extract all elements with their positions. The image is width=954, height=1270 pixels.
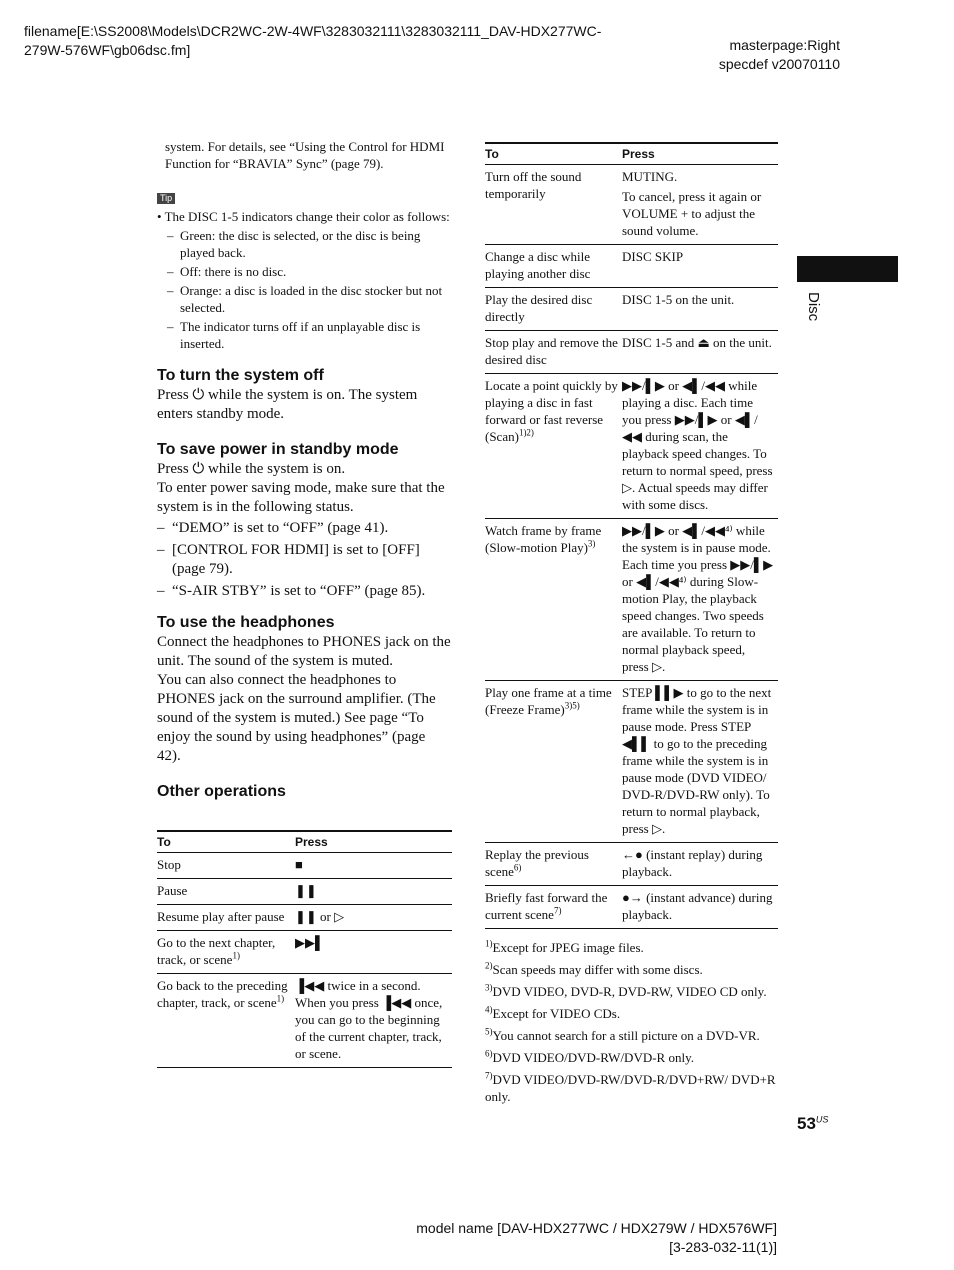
left-column bbox=[157, 138, 452, 1068]
headphones-text1: Connect the headphones to PHONES jack on the unit. The sound of the system is muted. bbox=[157, 634, 451, 669]
footnote-text: DVD VIDEO/DVD-RW/DVD-R only. bbox=[492, 1050, 694, 1065]
list-item: – Green: the disc is selected, or the disc is being played back. bbox=[167, 228, 421, 260]
page-number-value: 53 bbox=[797, 1114, 816, 1133]
disc-operations-table bbox=[485, 142, 778, 929]
table-row bbox=[485, 288, 778, 331]
tip-item-1: Off: there is no disc. bbox=[180, 264, 287, 279]
footnote-num: 7) bbox=[485, 1070, 493, 1081]
footnote-num: 3) bbox=[485, 982, 493, 993]
page-suffix: US bbox=[815, 1114, 829, 1125]
off-text: Press ⏻ while the system is on. The system enters standby mode. bbox=[157, 387, 418, 422]
intro-text bbox=[157, 138, 452, 172]
table-row bbox=[485, 843, 778, 886]
side-tab-label: Disc bbox=[805, 292, 822, 322]
cell-to bbox=[157, 974, 295, 1068]
cell-press-line1: MUTING. bbox=[622, 169, 678, 184]
table-row bbox=[485, 245, 778, 288]
footnote-ref: 6) bbox=[513, 862, 522, 873]
table-row bbox=[485, 886, 778, 929]
footnote bbox=[485, 961, 778, 978]
table-row bbox=[485, 374, 778, 519]
filename-header bbox=[24, 22, 644, 60]
list-item: – Orange: a disc is loaded in the disc stocker but not selected. bbox=[167, 283, 443, 315]
footer bbox=[380, 1219, 777, 1257]
section-heading-headphones: To use the headphones bbox=[157, 614, 335, 631]
footnotes bbox=[485, 939, 778, 1105]
cell-press: DISC SKIP bbox=[622, 249, 684, 264]
tip-bullet: • The DISC 1-5 indicators change their color as follows: bbox=[157, 209, 450, 224]
cell-press bbox=[622, 165, 778, 245]
cell-to-text: Locate a point quickly by playing a disc in fast forward or fast reverse (Scan) bbox=[485, 378, 618, 444]
cell-to bbox=[157, 931, 295, 974]
cell-press-line2: To cancel, press it again or VOLUME + to adjust the sound volume. bbox=[622, 189, 762, 238]
footnote-num: 1) bbox=[485, 938, 493, 949]
filename-line1: filename[E:\SS2008\Models\DCR2WC-2W-4WF\3283032111\3283032111_DAV-HDX277WC- bbox=[24, 23, 602, 39]
section-heading-other: Other operations bbox=[157, 783, 286, 800]
cell-to-text: Watch frame by frame (Slow-motion Play) bbox=[485, 523, 602, 555]
table-row bbox=[157, 879, 452, 905]
cell-press-line1: ▐◀◀ twice in a second. bbox=[295, 978, 421, 993]
tip-label: Tip bbox=[157, 193, 175, 204]
col-header-press: Press bbox=[622, 147, 655, 161]
cell-to-text: Go back to the preceding chapter, track, or scene bbox=[157, 978, 288, 1010]
footnote-num: 2) bbox=[485, 960, 493, 971]
footnote-text: Except for VIDEO CDs. bbox=[492, 1006, 621, 1021]
side-tab-bar bbox=[797, 256, 898, 282]
footnote-ref: 3) bbox=[587, 538, 596, 549]
cell-to: Change a disc while playing another disc bbox=[485, 249, 591, 281]
footnote-ref: 1) bbox=[276, 993, 285, 1004]
footnote bbox=[485, 939, 778, 956]
table-header-row bbox=[485, 143, 778, 165]
other-operations-table bbox=[157, 830, 452, 1068]
cell-press: DISC 1-5 and ⏏ on the unit. bbox=[622, 335, 772, 350]
footnote-text: DVD VIDEO, DVD-R, DVD-RW, VIDEO CD only. bbox=[492, 984, 767, 999]
cell-to: Turn off the sound temporarily bbox=[485, 169, 582, 201]
intro-line2: Function for “BRAVIA” Sync” (page 79). bbox=[165, 156, 384, 171]
cell-press: ▶▶▌ bbox=[295, 935, 325, 950]
save-item-0: “DEMO” is set to “OFF” (page 41). bbox=[172, 520, 389, 536]
col-header-to: To bbox=[157, 835, 171, 849]
right-column bbox=[485, 142, 778, 1110]
cell-to-text: Play one frame at a time (Freeze Frame) bbox=[485, 685, 612, 717]
list-item: – “S-AIR STBY” is set to “OFF” (page 85). bbox=[157, 583, 426, 599]
footnote bbox=[485, 1071, 778, 1105]
cell-to bbox=[485, 681, 622, 843]
cell-press bbox=[295, 974, 452, 1068]
cell-to-text: Briefly fast forward the current scene bbox=[485, 890, 608, 922]
cell-to: Stop play and remove the desired disc bbox=[485, 335, 618, 367]
filename-line2: 279W-576WF\gb06dsc.fm] bbox=[24, 42, 191, 58]
cell-to bbox=[485, 519, 622, 681]
footnote-num: 4) bbox=[485, 1004, 493, 1015]
list-item: – The indicator turns off if an unplayable disc is inserted. bbox=[167, 319, 421, 351]
table-row bbox=[485, 165, 778, 245]
tip-item-0: Green: the disc is selected, or the disc is being played back. bbox=[180, 228, 421, 260]
masterpage-label: masterpage:Right bbox=[729, 37, 840, 53]
cell-to: Resume play after pause bbox=[157, 909, 285, 924]
cell-to-text: Go to the next chapter, track, or scene bbox=[157, 935, 276, 967]
save-list bbox=[157, 519, 452, 601]
cell-to: Pause bbox=[157, 883, 188, 898]
cell-to-text: Replay the previous scene bbox=[485, 847, 589, 879]
cell-press: ←● (instant replay) during playback. bbox=[622, 847, 763, 879]
footnote-ref: 1) bbox=[232, 950, 240, 961]
footnote bbox=[485, 983, 778, 1000]
footnote-ref: 7) bbox=[553, 905, 562, 916]
intro-line1: system. For details, see “Using the Control for HDMI bbox=[165, 139, 445, 154]
cell-press: DISC 1-5 on the unit. bbox=[622, 292, 735, 307]
section-heading-off: To turn the system off bbox=[157, 367, 324, 384]
cell-press: ●→ (instant advance) during playback. bbox=[622, 890, 773, 922]
footnote-num: 5) bbox=[485, 1026, 493, 1037]
col-header-press: Press bbox=[295, 835, 328, 849]
footnote bbox=[485, 1049, 778, 1066]
cell-press: ❚❚ bbox=[295, 883, 317, 898]
col-header-to: To bbox=[485, 147, 499, 161]
tip-item-2: Orange: a disc is loaded in the disc stocker but not selected. bbox=[180, 283, 443, 315]
cell-to bbox=[485, 843, 622, 886]
cell-to bbox=[485, 374, 622, 519]
cell-to bbox=[485, 886, 622, 929]
save-item-1: [CONTROL FOR HDMI] is set to [OFF] (page 79). bbox=[172, 542, 420, 577]
page-number bbox=[797, 1114, 828, 1134]
footnote-text: DVD VIDEO/DVD-RW/DVD-R/DVD+RW/ DVD+R only. bbox=[485, 1072, 776, 1104]
cell-to: Stop bbox=[157, 857, 181, 872]
save-item-2: “S-AIR STBY” is set to “OFF” (page 85). bbox=[172, 583, 426, 599]
table-row bbox=[157, 974, 452, 1068]
list-item: – Off: there is no disc. bbox=[167, 264, 287, 279]
footer-model: model name [DAV-HDX277WC / HDX279W / HDX576WF] bbox=[416, 1220, 777, 1236]
footnote-text: You cannot search for a still picture on a DVD-VR. bbox=[492, 1028, 760, 1043]
specdef-label: specdef v20070110 bbox=[718, 56, 840, 72]
tip-list bbox=[157, 227, 452, 352]
save-text2: To enter power saving mode, make sure that the system is in the following status. bbox=[157, 480, 445, 515]
cell-press: ■ bbox=[295, 857, 303, 872]
footnote-ref: 1)2) bbox=[518, 427, 534, 438]
footnote bbox=[485, 1027, 778, 1044]
footnote bbox=[485, 1005, 778, 1022]
cell-press: ▶▶/▌▶ or ◀▌/◀◀⁴⁾ while the system is in pause mode. Each time you press ▶▶/▌▶ or ◀▌/◀◀⁴⁾ during Slow-motion Play, the playback speed changes. Two speeds are available. To return to normal playback speed, press ▷. bbox=[622, 523, 774, 674]
masterpage-header bbox=[700, 36, 840, 74]
table-header-row bbox=[157, 831, 452, 853]
table-row bbox=[485, 681, 778, 843]
footer-code: [3-283-032-11(1)] bbox=[669, 1239, 777, 1255]
headphones-text2: You can also connect the headphones to PHONES jack on the surround amplifier. (The sound of the system is muted.) See page “To enjoy the sound by using headphones” (page 42). bbox=[157, 672, 436, 764]
cell-press: ❚❚ or ▷ bbox=[295, 909, 345, 924]
table-row bbox=[485, 331, 778, 374]
section-heading-save: To save power in standby mode bbox=[157, 441, 399, 458]
footnote-text: Except for JPEG image files. bbox=[492, 940, 644, 955]
footnote-text: Scan speeds may differ with some discs. bbox=[492, 962, 703, 977]
list-item: – [CONTROL FOR HDMI] is set to [OFF] (page 79). bbox=[157, 542, 420, 577]
footnote-num: 6) bbox=[485, 1048, 493, 1059]
tip-item-3: The indicator turns off if an unplayable disc is inserted. bbox=[180, 319, 421, 351]
table-row bbox=[485, 519, 778, 681]
cell-press: STEP ▌▌▶ to go to the next frame while the system is in pause mode. Press STEP ◀▌▌ to go to the preceding frame while the system is in pause mode (DVD VIDEO/ DVD-R/DVD-RW only). To return to normal playback, press ▷. bbox=[622, 685, 772, 836]
list-item: – “DEMO” is set to “OFF” (page 41). bbox=[157, 520, 389, 536]
footnote-ref: 3)5) bbox=[564, 700, 580, 711]
cell-to: Play the desired disc directly bbox=[485, 292, 593, 324]
table-row bbox=[157, 853, 452, 879]
table-row bbox=[157, 931, 452, 974]
save-text1: Press ⏻ while the system is on. bbox=[157, 461, 346, 477]
tip-block bbox=[157, 188, 452, 352]
table-row bbox=[157, 905, 452, 931]
cell-press-line2: When you press ▐◀◀ once, you can go to the beginning of the current chapter, track, or scene. bbox=[295, 995, 443, 1061]
cell-press: ▶▶/▌▶ or ◀▌/◀◀ while playing a disc. Each time you press ▶▶/▌▶ or ◀▌/◀◀ during scan, the playback speed changes. To return to normal speed, press ▷. Actual speeds may differ with some discs. bbox=[622, 378, 773, 512]
